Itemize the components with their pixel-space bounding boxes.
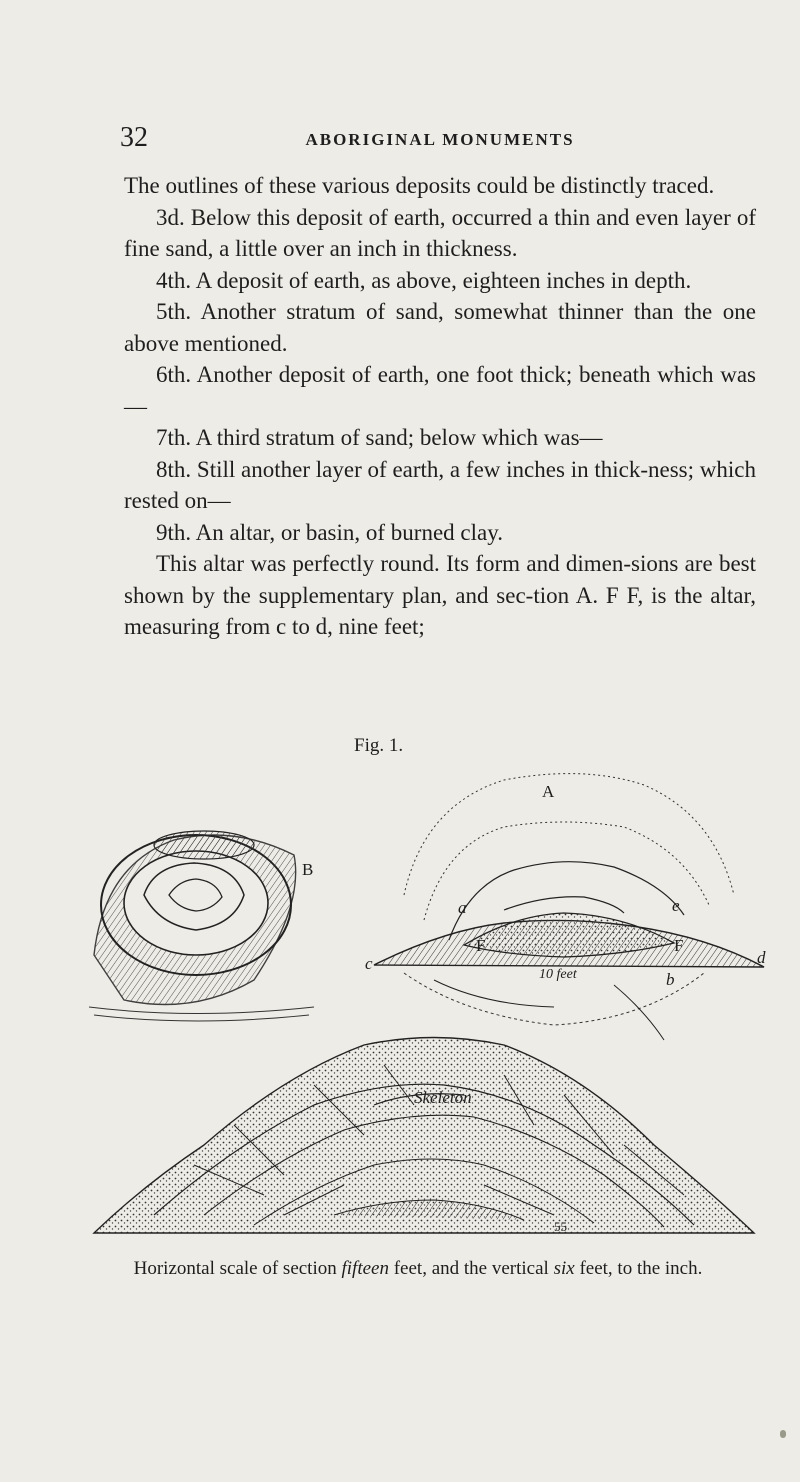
running-title: ABORIGINAL MONUMENTS <box>305 130 575 149</box>
letter-f-left: F <box>476 936 486 955</box>
letter-e: e <box>672 896 680 915</box>
figure-illustration <box>84 745 774 1245</box>
plan-b-drawing <box>89 831 314 1021</box>
scale-ten-feet: 10 feet <box>539 967 577 982</box>
paragraph: This altar was perfectly round. Its form and dimen-sions are best shown by the supplementary plan, and sec-tion A. F F, is the altar, measuring from c to d, nine feet; <box>124 551 756 639</box>
label-skeleton: Skeleton <box>414 1088 472 1107</box>
letter-f-right: F <box>674 936 684 955</box>
paragraph: 9th. An altar, or basin, of burned clay. <box>156 519 503 545</box>
body-text <box>124 170 756 643</box>
caption-italic: six <box>553 1258 575 1279</box>
letter-b-plan: B <box>302 860 314 879</box>
paragraph: 6th. Another deposit of earth, one foot thick; beneath which was— <box>124 362 756 419</box>
letter-a-section: A <box>542 782 555 801</box>
figure-caption <box>108 1258 728 1280</box>
label-55: 55 <box>554 1219 567 1234</box>
paragraph: 8th. Still another layer of earth, a few inches in thick-ness; which rested on— <box>124 456 756 513</box>
paragraph: 4th. A deposit of earth, as above, eighteen inches in depth. <box>156 267 692 293</box>
letter-a: a <box>458 898 467 917</box>
paragraph: 3d. Below this deposit of earth, occurred a thin and even layer of fine sand, a little over an inch in thickness. <box>124 204 756 261</box>
paragraph: 7th. A third stratum of sand; below which was— <box>156 425 603 450</box>
caption-part: Horizontal scale of section <box>133 1258 342 1279</box>
paragraph: 5th. Another stratum of sand, somewhat thinner than the one above mentioned. <box>124 299 756 356</box>
paper-blemish <box>780 1430 786 1438</box>
paragraph: The outlines of these various deposits could be distinctly traced. <box>124 173 715 198</box>
caption-part: feet, to the inch. <box>574 1258 703 1279</box>
page-header <box>120 122 760 158</box>
letter-c: c <box>365 954 373 973</box>
mound-section-drawing <box>94 1038 754 1235</box>
caption-italic: fifteen <box>341 1258 389 1279</box>
letter-d: d <box>757 948 766 967</box>
caption-part: feet, and the vertical <box>388 1258 554 1279</box>
section-a-drawing <box>365 774 766 1040</box>
page-number: 32 <box>120 122 148 153</box>
figure-label: Fig. 1. <box>354 735 404 756</box>
letter-b: b <box>666 970 675 989</box>
